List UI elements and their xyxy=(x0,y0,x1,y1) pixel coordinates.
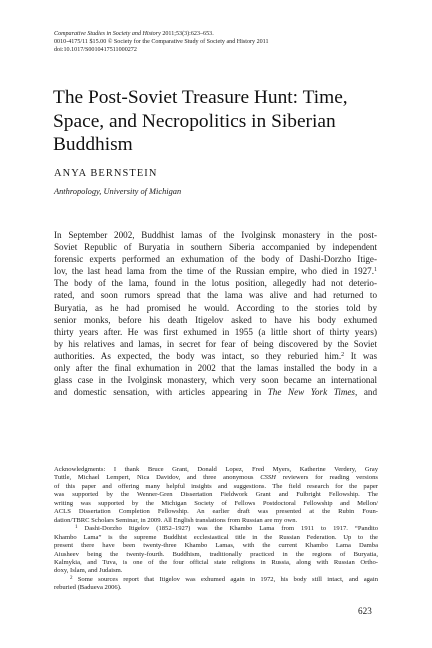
doi-line[interactable]: doi:10.1017/S0010417511000272 xyxy=(54,47,137,54)
note-text: Dashi-Dorzho Itigelov (1852–1927) was the Khambo Lama from 1911 to 1917. “Pandito xyxy=(77,525,378,533)
acknowledgments-line: was supported by the Wenner-Gren Dissertation Fieldwork Grant and Fulbright Fellowship. The xyxy=(54,491,378,499)
body-line: The body of the lama, found in the lotus position, allegedly had not deterio- xyxy=(54,278,377,289)
page-number: 623 xyxy=(358,606,372,616)
footnote-1-line: Aiusheev being the twenty-fourth. Buddhism, traditionally practiced in the regions of Buryatia, xyxy=(54,550,378,558)
body-line xyxy=(54,265,377,277)
footnote-1-line xyxy=(54,525,378,533)
body-line: only after the final exhumation in 2002 that the lamas installed the body in a xyxy=(54,363,377,374)
acknowledgments-line xyxy=(54,474,378,482)
author-affiliation: Anthropology, University of Michigan xyxy=(54,187,182,196)
journal-header xyxy=(54,30,384,55)
body-line-text: , and xyxy=(354,387,378,398)
title-line: Buddhism xyxy=(53,134,133,155)
footnote-2-line: reburied (Badueva 2006). xyxy=(54,584,122,592)
footnote-marker-1: 1 xyxy=(74,525,78,531)
body-line-text: It was xyxy=(344,350,377,361)
body-line-text: and domestic sensation, with articles appearing in xyxy=(54,387,268,398)
footnote-1-line: Kalmykia, and Tuva, is one of the four official state religions in Russia, along with Russian Ortho- xyxy=(54,558,378,566)
body-line: by his relatives and lamas, in secret for fear of being discovered by the Soviet xyxy=(54,338,377,349)
footnote-1-line: Khambo Lama” is the supreme Buddhist ecclesiastical title in the Russian Federation. Up to the xyxy=(54,533,378,541)
acknowledgments-line: of this paper and offering many helpful insights and suggestions. The field research for the paper xyxy=(54,482,378,490)
journal-name: Comparative Studies in Society and History xyxy=(54,31,161,37)
body-line: thirty years after. He was first exhumed in 1955 (a little short of thirty years) xyxy=(54,326,377,337)
body-line-text: lov, the last head lama from the time of the Russian empire, who died in 1927. xyxy=(54,266,374,277)
footnote-1-line: doxy, Islam, and Judaism. xyxy=(54,567,123,575)
footnote-1-line: present there have been twenty-three Khambo Lamas, with the current Khambo Lama Damba xyxy=(54,542,378,550)
body-paragraph xyxy=(54,229,377,398)
body-line: forensic experts performed an exhumation of the body of Dashi-Dorzho Itige- xyxy=(54,254,377,265)
author-name: ANYA BERNSTEIN xyxy=(54,168,158,179)
body-line: senior monks, before his death Itigelov asked to have his body exhumed xyxy=(54,314,377,325)
newspaper-name: The New York Times xyxy=(267,387,355,398)
body-line: glass case in the Ivolginsk monastery, which very soon became an international xyxy=(54,375,377,386)
title-line: Space, and Necropolitics in Siberian xyxy=(53,110,336,132)
body-line xyxy=(54,350,377,362)
body-line: Buryatia, as he had promised he would. According to the stories told by xyxy=(54,302,377,313)
footnote-marker-2: 2 xyxy=(69,575,73,581)
title-line: The Post-Soviet Treasure Hunt: Time, xyxy=(53,87,348,108)
footnote-ref-2[interactable]: 2 xyxy=(341,351,345,358)
body-line: rated, and soon rumors spread that the lama was alive and had returned to xyxy=(54,290,377,301)
body-line: In September 2002, Buddhist lamas of the Ivolginsk monastery in the post- xyxy=(54,230,377,240)
journal-citation-line xyxy=(54,30,384,38)
acknowledgments-line: dation/TBRC Scholars Seminar, in 2009. All English translations from Russian are my own. xyxy=(54,516,298,524)
note-text: reviewers for reading versions xyxy=(275,474,378,482)
acknowledgments-line: ACLS Dissertation Completion Fellowship. An earlier draft was presented at the Rubin Foun- xyxy=(54,508,378,516)
acknowledgments-line: Acknowledgments: I thank Bruce Grant, Donald Lopez, Fred Myers, Katherine Verdery, Gray xyxy=(54,466,378,473)
acknowledgments-line: writing was supported by the Michigan Society of Fellows Postdoctoral Fellowship and Mellon/ xyxy=(54,499,378,507)
journal-abbrev: CSSH xyxy=(260,474,276,482)
body-line-text: authorities. As expected, the body was intact, so they reburied him. xyxy=(54,350,342,361)
journal-citation: 2011;53(3):623–653. xyxy=(160,31,214,37)
body-line xyxy=(54,386,377,398)
footnotes xyxy=(54,466,378,593)
copyright-line: 0010-4175/11 $15.00 © Society for the Comparative Study of Society and History 2011 xyxy=(54,39,269,46)
article-title xyxy=(53,86,383,157)
footnote-ref-1[interactable]: 1 xyxy=(374,267,377,274)
footnote-2-line xyxy=(54,576,378,584)
note-text: Tuttle, Michael Lempert, Nica Davidov, and three anonymous xyxy=(54,474,261,482)
body-line: Soviet Republic of Buryatia in southern Siberia accompanied by independent xyxy=(54,242,377,253)
note-text: Some sources report that Itigelov was exhumed again in 1972, his body still intact, and again xyxy=(72,575,378,583)
